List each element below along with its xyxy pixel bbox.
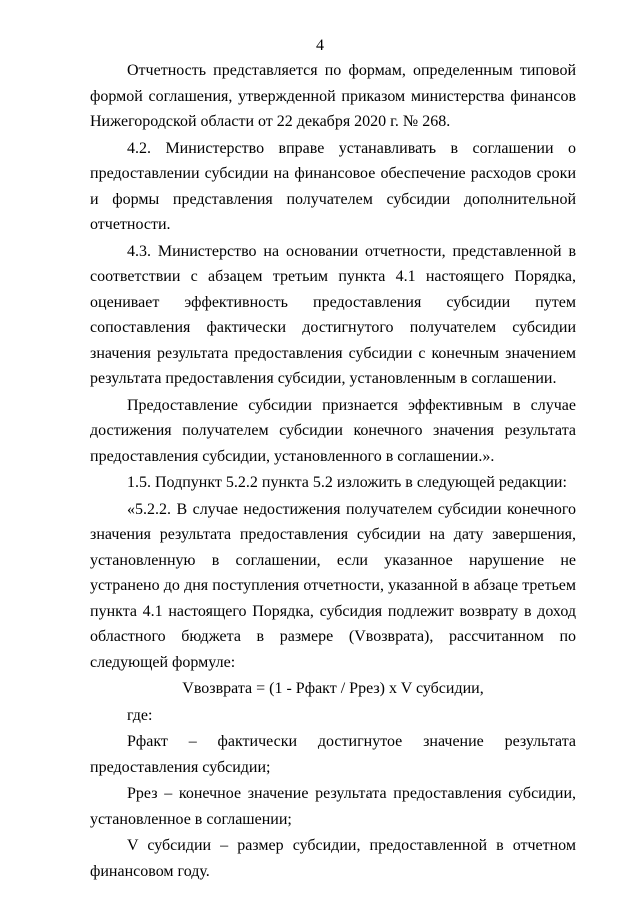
document-body — [90, 58, 576, 885]
refund-formula: Vвозврата = (1 - Pфакт / Pрез) x V субсидии, — [182, 680, 484, 697]
paragraph-1-5: 1.5. Подпункт 5.2.2 пункта 5.2 изложить в следующей редакции: — [127, 474, 567, 491]
paragraph-5-2-2: «5.2.2. В случае недостижения получателем субсидии конечного значения результата предоставления субсидии на дату завершения, установленную в соглашении, если указанное нарушение не устранено до дня поступления отчетности, указанной в абзаце третьем пункта 4.1 настоящего Порядка, субсидия подлежит возврату в доход областного бюджета в размере (Vвозврата), рассчитанном по следующей формуле: — [90, 500, 576, 671]
definition-v-subsidy: V субсидии – размер субсидии, предоставленной в отчетном финансовом году. — [90, 837, 576, 880]
paragraph-effectiveness: Предоставление субсидии признается эффективным в случае достижения получателем субсидии конечного значения результата предоставления субсидии, установленного в соглашении.». — [90, 396, 576, 465]
definition-pfakt: Pфакт – фактически достигнутое значение результата предоставления субсидии; — [90, 733, 576, 776]
paragraph-where: где: — [127, 706, 153, 724]
paragraph-reporting-forms: Отчетность представляется по формам, определенным типовой формой соглашения, утвержденной приказом министерства финансов Нижегородской области от 22 декабря 2020 г. № 268. — [90, 62, 576, 130]
paragraph-4-3: 4.3. Министерство на основании отчетности, представленной в соответствии с абзацем третьим пункта 4.1 настоящего Порядка, оценивает эффективность предоставления субсидии путем сопоставления фактически достигнутого получателем субсидии значения результата предоставления субсидии с конечным значением результата предоставления субсидии, установленным в соглашении. — [90, 242, 576, 387]
paragraph-4-2: 4.2. Министерство вправе устанавливать в соглашении о предоставлении субсидии на финансовое обеспечение расходов сроки и формы представления получателем субсидии дополнительной отчетности. — [90, 139, 576, 233]
definition-prez: Pрез – конечное значение результата предоставления субсидии, установленное в соглашении; — [90, 785, 576, 828]
page-number: 4 — [316, 37, 324, 54]
